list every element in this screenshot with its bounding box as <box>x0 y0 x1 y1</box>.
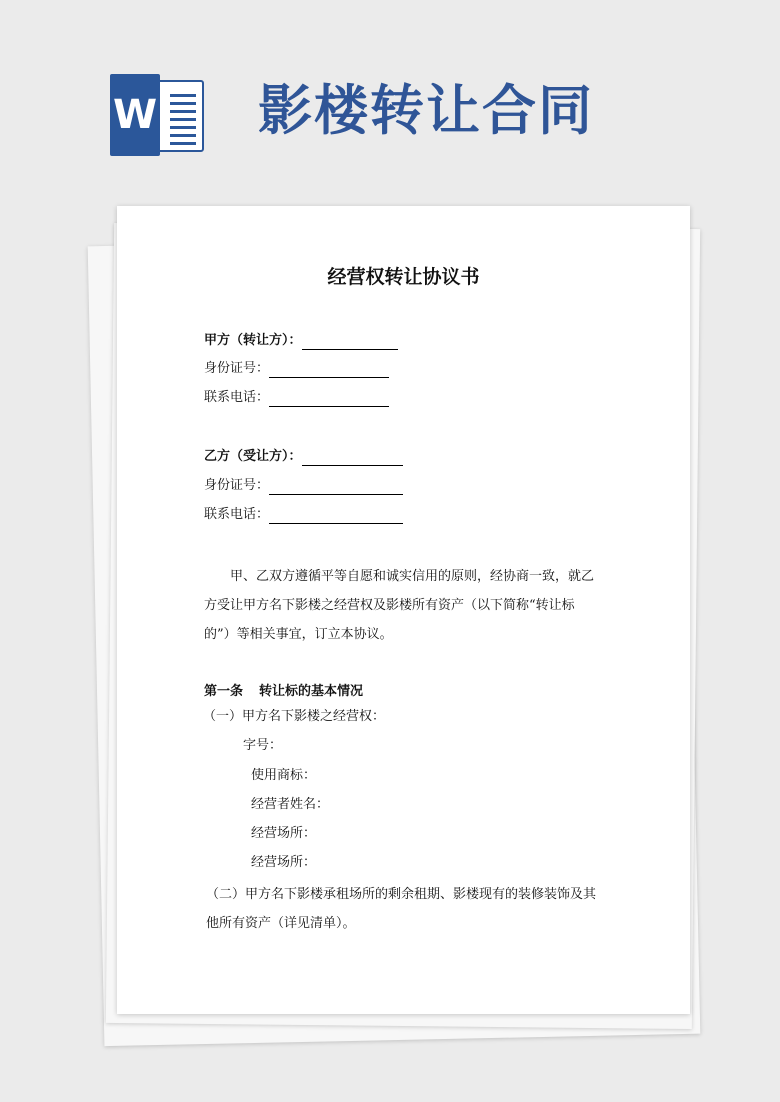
field-trademark: 使用商标： <box>251 768 317 783</box>
article-1-heading <box>204 680 363 699</box>
party-a-phone-label: 联系电话： <box>204 390 270 405</box>
article-1-title: 转让标的基本情况 <box>259 684 364 699</box>
document-title: 经营权转让协议书 <box>327 266 480 288</box>
field-business-premises-2: 经营场所： <box>251 855 317 870</box>
party-b-id-blank <box>269 480 403 495</box>
party-a-phone-field <box>204 389 389 407</box>
party-a-id-label: 身份证号： <box>204 361 270 376</box>
field-business-premises: 经营场所： <box>251 826 317 841</box>
party-b-field <box>204 448 403 466</box>
intro-line: 甲、乙双方遵循平等自愿和诚实信用的原则，经协商一致，就乙 <box>230 569 595 584</box>
party-a-field <box>204 332 398 350</box>
article-1-item-1: （一）甲方名下影楼之经营权： <box>203 709 386 724</box>
party-b-id-label: 身份证号： <box>204 478 270 493</box>
party-a-id-field <box>204 360 389 378</box>
item-2-line: （二）甲方名下影楼承租场所的剩余租期、影楼现有的装修装饰及其 <box>206 887 597 902</box>
party-a-label: 甲方（转让方）： <box>204 333 302 348</box>
word-logo-icon <box>110 74 206 156</box>
article-1-item-2 <box>206 880 611 938</box>
document-page <box>117 206 690 1014</box>
intro-line: 的”）等相关事宜，订立本协议。 <box>204 627 393 642</box>
party-b-blank <box>302 451 403 466</box>
word-logo-letter: W <box>110 74 160 156</box>
header <box>0 0 780 200</box>
party-a-id-blank <box>269 363 389 378</box>
party-b-phone-field <box>204 506 403 524</box>
field-operator-name: 经营者姓名： <box>251 797 330 812</box>
field-trade-name: 字号： <box>243 738 283 753</box>
intro-line: 方受让甲方名下影楼之经营权及影楼所有资产（以下简称“转让标 <box>204 598 575 613</box>
item-2-line: 他所有资产（详见清单）。 <box>206 916 356 931</box>
party-b-phone-blank <box>269 509 403 524</box>
party-a-blank <box>302 335 398 350</box>
page-title: 影楼转让合同 <box>258 79 594 142</box>
party-b-label: 乙方（受让方）： <box>204 449 302 464</box>
party-b-phone-label: 联系电话： <box>204 507 270 522</box>
intro-paragraph <box>204 562 624 649</box>
article-1-number: 第一条 <box>204 684 244 699</box>
party-b-id-field <box>204 477 403 495</box>
party-a-phone-blank <box>269 392 389 407</box>
